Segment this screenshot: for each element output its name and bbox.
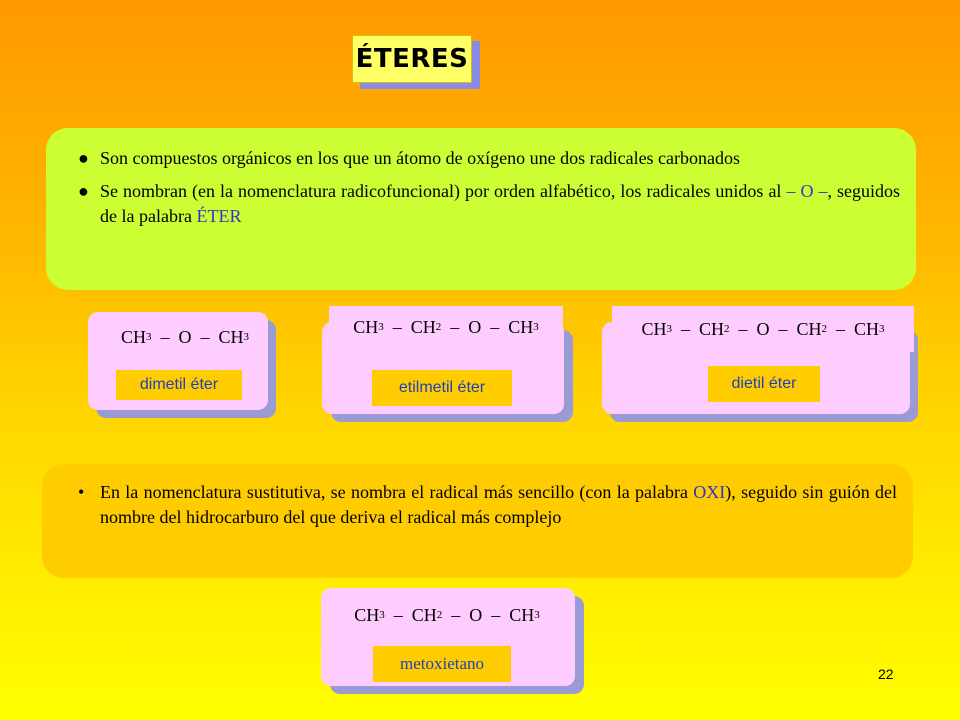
intro-panel xyxy=(46,128,916,290)
formula-dimetil: CH 3 – O – CH 3 xyxy=(104,322,266,352)
eter-word-highlight: ÉTER xyxy=(196,206,242,226)
name-label-etilmetil: etilmetil éter xyxy=(372,370,512,406)
intro-paragraph-1: ● Son compuestos orgánicos en los que un átomo de oxígeno une dos radicales carbonados xyxy=(62,146,900,171)
bullet-icon: ● xyxy=(78,181,89,201)
page-number: 22 xyxy=(878,666,894,682)
page-title: ÉTERES xyxy=(352,35,472,83)
ether-group-highlight: – O – xyxy=(786,181,828,201)
intro-paragraph-2: ● Se nombran (en la nomenclatura radicofuncional) por orden alfabético, los radicales unidos al – O –, seguidos de la palabra ÉTER xyxy=(78,181,900,226)
bullet-icon: • xyxy=(78,482,85,502)
name-label-dietil: dietil éter xyxy=(708,366,820,402)
formula-etilmetil: CH 3 – CH 2 – O – CH 3 xyxy=(329,306,563,348)
formula-metoxietano: CH 3 – CH 2 – O – CH 3 xyxy=(324,598,570,632)
substitutive-panel xyxy=(42,464,913,578)
substitutive-paragraph: • En la nomenclatura sustitutiva, se nombra el radical más sencillo (con la palabra OXI), seguido sin guión del nombre del hidrocarburo del que deriva el radical más complejo xyxy=(78,482,897,527)
oxi-word-highlight: OXI xyxy=(693,482,726,502)
name-label-dimetil: dimetil éter xyxy=(116,370,242,400)
formula-dietil: CH 3 – CH 2 – O – CH 2 – CH 3 xyxy=(612,306,914,352)
name-label-metoxietano: metoxietano xyxy=(373,646,511,682)
bullet-icon: ● xyxy=(78,148,89,168)
